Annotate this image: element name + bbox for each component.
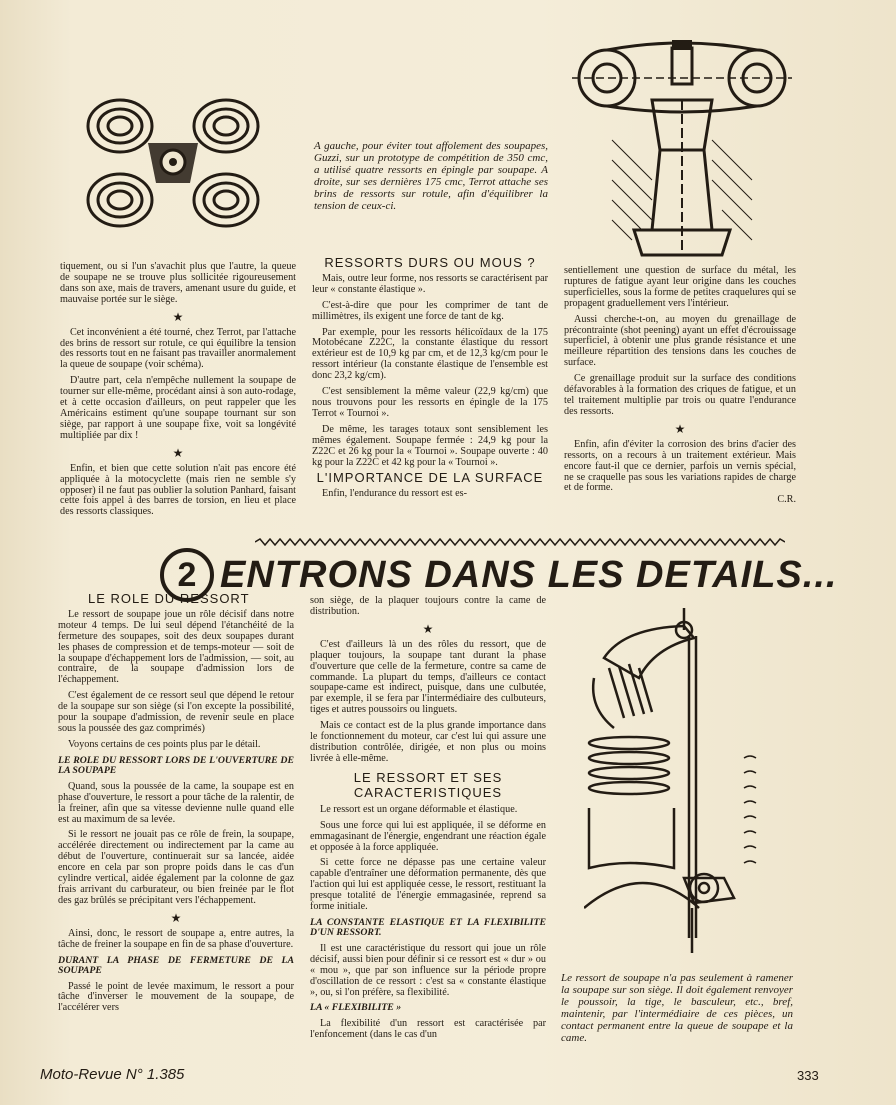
paragraph: Le ressort est un organe déformable et élastique. <box>320 803 518 815</box>
star-separator: ★ <box>170 910 182 925</box>
section-number-badge: 2 <box>160 548 214 602</box>
paragraph: son siège, de la plaquer toujours contre la came de distribution. <box>310 595 546 617</box>
paragraph: Ainsi, donc, le ressort de soupape a, entre autres, la tâche de freiner la soupape en fin de sa phase d'ouverture. <box>58 927 294 950</box>
rocker-pushrod-valve-diagram <box>584 608 784 963</box>
paragraph: Enfin, l'endurance du ressort est es- <box>322 488 467 500</box>
paragraph: La flexibilité d'un ressort est caractérisée par l'enfoncement (dans le cas d'un <box>310 1017 546 1040</box>
paragraph: C'est-à-dire que pour les comprimer de tant de millimètres, ils exigent une force de tant de kg. <box>312 299 548 322</box>
paragraph: C'est sensiblement la même valeur (22,9 kg/cm) que nous trouvons pour les ressorts en épingle de la 175 Terrot « Tournoi ». <box>312 386 548 419</box>
section-heading: LE RESSORT ET SES CARACTERISTIQUES <box>353 769 503 800</box>
section-heading: LE ROLE DU RESSORT <box>88 591 250 606</box>
column-5 <box>310 596 546 1046</box>
paragraph: sentiellement une question de surface du métal, les ruptures de fatigue ayant leur origine dans les couches superficielles, sous la forme de petites craquelures qui se propagent graduellement vers l'intérieur. <box>564 265 796 309</box>
terrot-valve-spring-diagram <box>572 40 792 265</box>
bottom-figure-caption: Le ressort de soupape n'a pas seulement à ramener la soupape sur son siège. Il doit également renvoyer le poussoir, la tige, le basculeur, etc., bref, maintenir, par l'intermédiaire de ces pièces, un contact permanent entre la queue de soupape et la came. <box>561 972 793 1044</box>
paragraph: D'autre part, cela n'empêche nullement la soupape de tourner sur elle-même, procédant ainsi à son auto-rodage, et à cette occasion d'ailleurs, on peut rappeler que les Américains estiment qu'une soupape tournant sur son siège, par rapport à une soupape fixe, voit sa longévité multipliée par dix ! <box>60 375 296 441</box>
column-4 <box>58 591 294 1019</box>
paragraph: Quand, sous la poussée de la came, la soupape est en phase d'ouverture, le ressort a pour tâche de la ralentir, de la freiner, afin que sa vitesse devienne nulle quand elle est au maximum de sa levée. <box>58 780 294 825</box>
star-separator: ★ <box>172 309 184 324</box>
guzzi-hairpin-springs-illustration <box>78 88 268 243</box>
paragraph: Si le ressort ne jouait pas ce rôle de frein, la soupape, accélérée directement ou indirectement par la came au début de l'ouverture, continuerait sur sa lancée, aidée encore en cela par son propre poids dans le cas d'un cylindre vertical, aidée également par la colonne de gaz frais arrivant du carburateur, ou bien freinée par le flot des gaz brûlés se précipitant vers l'échappement. <box>58 829 294 906</box>
paragraph: Enfin, afin d'éviter la corrosion des brins d'acier des ressorts, on a recours à un traitement extérieur. Mais encore faut-il que ce dernier, parfois un vernis spécial, ne se craquelle pas sous les variations rapides de charge et de forme. <box>564 438 796 494</box>
paragraph: Cet inconvénient a été tourné, chez Terrot, par l'attache des brins de ressort sur rotule, ce qui équilibre la tension des ressorts tout en ne faisant pas travailler anormalement la queue de soupape (voir schéma). <box>60 326 296 371</box>
star-separator: ★ <box>172 445 184 460</box>
page-number: 333 <box>797 1068 819 1083</box>
column-1 <box>60 262 296 523</box>
star-separator: ★ <box>422 621 434 636</box>
paragraph: Le ressort de soupape joue un rôle décisif dans notre moteur 4 temps. De lui seul dépend l'étanchéité de la fermeture des soupapes, soit des deux soupapes durant les phases de compression et de temps-moteur — soit de la soupape d'échappement lors de l'admission, — soit, au contraire, de la soupape d'admission lors de l'échappement. <box>58 608 294 686</box>
section-title <box>160 540 890 600</box>
paragraph: tiquement, ou si l'un s'avachit plus que l'autre, la queue de soupape ne se trouve plus sollicitée rigoureusement dans son axe, mais de travers, amenant usure du guide, et mauvaise portée sur le siège. <box>60 261 296 305</box>
top-figure-caption: A gauche, pour éviter tout affolement des soupapes, Guzzi, sur un prototype de compétition de 350 cmc, a utilisé quatre ressorts en épingle par soupape. A droite, sur ses dernières 175 cmc, Terrot attache ses brins de ressorts sur rotule, afin d'équilibrer la tension de ceux-ci. <box>314 140 548 212</box>
paragraph: Passé le point de levée maximum, le ressort a pour tâche d'inverser le mouvement de la soupape, de l'accélérer vers <box>58 980 294 1014</box>
paragraph: Par exemple, pour les ressorts hélicoïdaux de la 175 Motobécane Z22C, la constante élastique du ressort extérieur est de 10,9 kg par cm, et de 12,3 kg/cm pour le ressort intérieur (la constante élastique de l'ensemble est donc 23,2 kg/cm). <box>312 326 548 382</box>
sub-heading: LA CONSTANTE ELASTIQUE ET LA FLEXIBILITE D'UN RESSORT. <box>310 916 546 939</box>
section-heading: RESSORTS DURS OU MOUS ? <box>324 255 536 270</box>
magazine-issue-footer: Moto-Revue N° 1.385 <box>40 1066 185 1083</box>
column-2 <box>312 255 548 505</box>
paragraph: C'est d'ailleurs là un des rôles du ressort, que de plaquer toujours, la soupape tant durant la phase d'ouverture que celle de la fermeture, contre sa came de commande. La plupart du temps, d'ailleurs ce contact soupape-came est indirect, puisque, dans une culbutée, par exemple, il se fera par l'intermédiaire des culbuteurs, tiges et autres poussoirs ou linguets. <box>310 638 546 716</box>
column-3 <box>564 266 796 511</box>
paragraph: C'est également de ce ressort seul que dépend le retour de la soupape sur son siège (si l'on excepte la possibilité, pour la soupape d'admission, de revenir seule en place sous la poussée des gaz comprimés) <box>58 690 294 734</box>
paragraph: Ce grenaillage produit sur la surface des conditions défavorables à la formation des criques de fatigue, et un tel traitement multiplie par trois ou quatre l'endurance des ressorts. <box>564 373 796 417</box>
paragraph: Sous une force qui lui est appliquée, il se déforme en emmagasinant de l'énergie, engendrant une réaction égale et opposée à la force appliquée. <box>310 819 546 853</box>
paragraph: Mais ce contact est de la plus grande importance dans le fonctionnement du moteur, car c'est lui qui assure une distribution contrôlée, dirigée, et non plus ou moins livrée à elle-même. <box>310 720 546 764</box>
author-signature: C.R. <box>777 494 796 506</box>
star-separator: ★ <box>674 421 686 436</box>
section-heading: L'IMPORTANCE DE LA SURFACE <box>316 470 544 486</box>
paragraph: Il est une caractéristique du ressort qui joue un rôle décisif, aussi bien pour définir si ce ressort est « dur » ou « mou », que par son influence sur la période propre d'oscillation de ce ressort : c'est sa « constante élastique », ou, si l'on préfère, sa flexibilité. <box>310 942 546 998</box>
paragraph: Aussi cherche-t-on, au moyen du grenaillage de précontrainte (shot peening) ayant un effet d'écrouissage superficiel, à obtenir une plus grande résistance et une meilleure répartition des tensions dans les couches de surface. <box>564 313 796 369</box>
section-title-text: ENTRONS DANS LES DETAILS... <box>220 554 838 596</box>
paragraph: Si cette force ne dépasse pas une certaine valeur capable d'entraîner une déformation permanente, dès que l'action qui lui est appliquée cesse, le ressort, restituant la presque totalité de l'énergie emmagasinée, reprend sa forme initiale. <box>310 857 546 913</box>
sub-heading: LA « FLEXIBILITE » <box>310 1002 402 1014</box>
paragraph: Mais, outre leur forme, nos ressorts se caractérisent par leur « constante élastique ». <box>312 272 548 295</box>
paragraph: Voyons certains de ces points plus par le détail. <box>68 738 261 750</box>
paragraph: De même, les tarages totaux sont sensiblement les mêmes également. Soupape fermée : 24,9 kg pour la Z22C et 26 kg pour la « Tournoi ». Soupape ouverte : 40 kg pour la Z22C et 42 kg pour la « Tournoi ». <box>312 423 548 468</box>
sub-heading: LE ROLE DU RESSORT LORS DE L'OUVERTURE DE LA SOUPAPE <box>58 754 294 777</box>
paragraph: Enfin, et bien que cette solution n'ait pas encore été appliquée à la motocyclette (mais rien ne semble s'y opposer) il ne faut pas oublier la solution Panhard, faisant cette fois appel à des barres de torsion, en lieu et place des ressorts classiques. <box>60 462 296 518</box>
sub-heading: DURANT LA PHASE DE FERMETURE DE LA SOUPAPE <box>58 954 294 977</box>
